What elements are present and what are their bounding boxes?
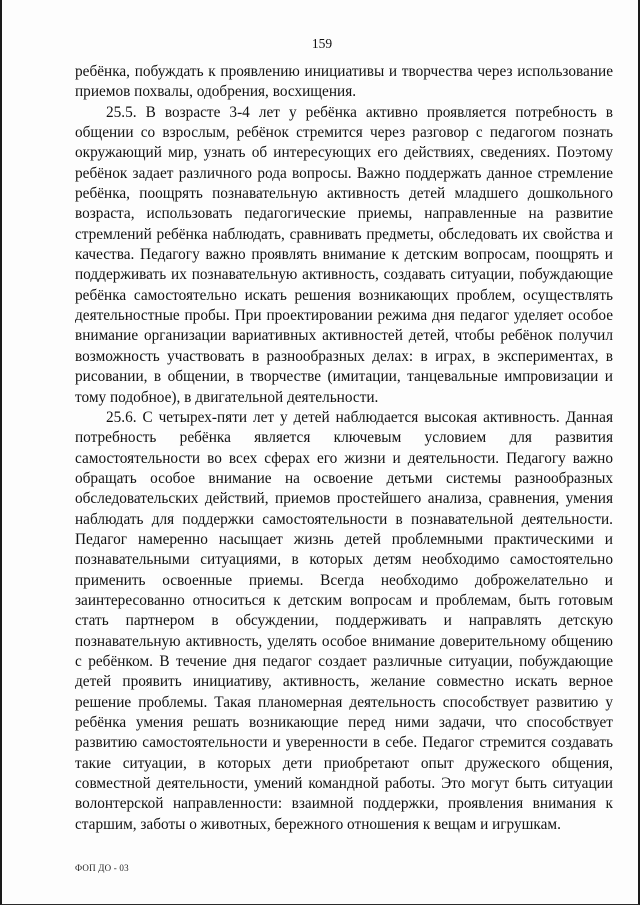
body-text [75,62,613,835]
paragraph-25-6: 25.6. С четырех-пяти лет у детей наблюдается высокая активность. Данная потребность ребёнка является ключевым условием для развития самостоятельности во всех сферах его жизни и деятельности. Педагогу важно обращать особое внимание на освоение детьми системы разнообразных обследовательских действий, приемов простейшего анализа, сравнения, умения наблюдать для поддержки самостоятельности в познавательной деятельности. Педагог намеренно насыщает жизнь детей проблемными практическими и познавательными ситуациями, в которых детям необходимо самостоятельно применить освоенные приемы. Всегда необходимо доброжелательно и заинтересованно относиться к детским вопросам и проблемам, быть готовым стать партнером в обсуждении, поддерживать и направлять детскую познавательную активность, уделять особое внимание доверительному общению с ребёнком. В течение дня педагог создает различные ситуации, побуждающие детей проявить инициативу, активность, желание совместно искать верное решение проблемы. Такая планомерная деятельность способствует развитию у ребёнка умения решать возникающие перед ними задачи, что способствует развитию самостоятельности и уверенности в себе. Педагог стремится создавать такие ситуации, в которых дети приобретают опыт дружеского общения, совместной деятельности, умений командной работы. Это могут быть ситуации волонтерской направленности: взаимной поддержки, проявления внимания к старшим, заботы о животных, бережного отношения к вещам и игрушкам. [75,408,613,833]
paragraph-25-5: 25.5. В возрасте 3-4 лет у ребёнка активно проявляется потребность в общении со взрослым, ребёнок стремится через разговор с педагогом познать окружающий мир, узнать об интересующих его действиях, сведениях. Поэтому ребёнок задает различного рода вопросы. Важно поддержать данное стремление ребёнка, поощрять познавательную активность детей младшего дошкольного возраста, использовать педагогические приемы, направленные на развитие стремлений ребёнка наблюдать, сравнивать предметы, обследовать их свойства и качества. Педагогу важно проявлять внимание к детским вопросам, поощрять и поддерживать их познавательную активность, создавать ситуации, побуждающие ребёнка самостоятельно искать решения возникающих проблем, осуществлять деятельностные пробы. При проектировании режима дня педагог уделяет особое внимание организации вариативных активностей детей, чтобы ребёнок получил возможность участвовать в разнообразных делах: в играх, в экспериментах, в рисовании, в общении, в творчестве (имитации, танцевальные импровизации и тому подобное), в двигательной деятельности. [75,103,613,406]
page-number: 159 [311,36,333,51]
paragraph-continuation: ребёнка, побуждать к проявлению инициативы и творчества через использование приемов похвалы, одобрения, восхищения. [75,63,613,101]
footer-code: ФОП ДО - 03 [75,863,129,873]
